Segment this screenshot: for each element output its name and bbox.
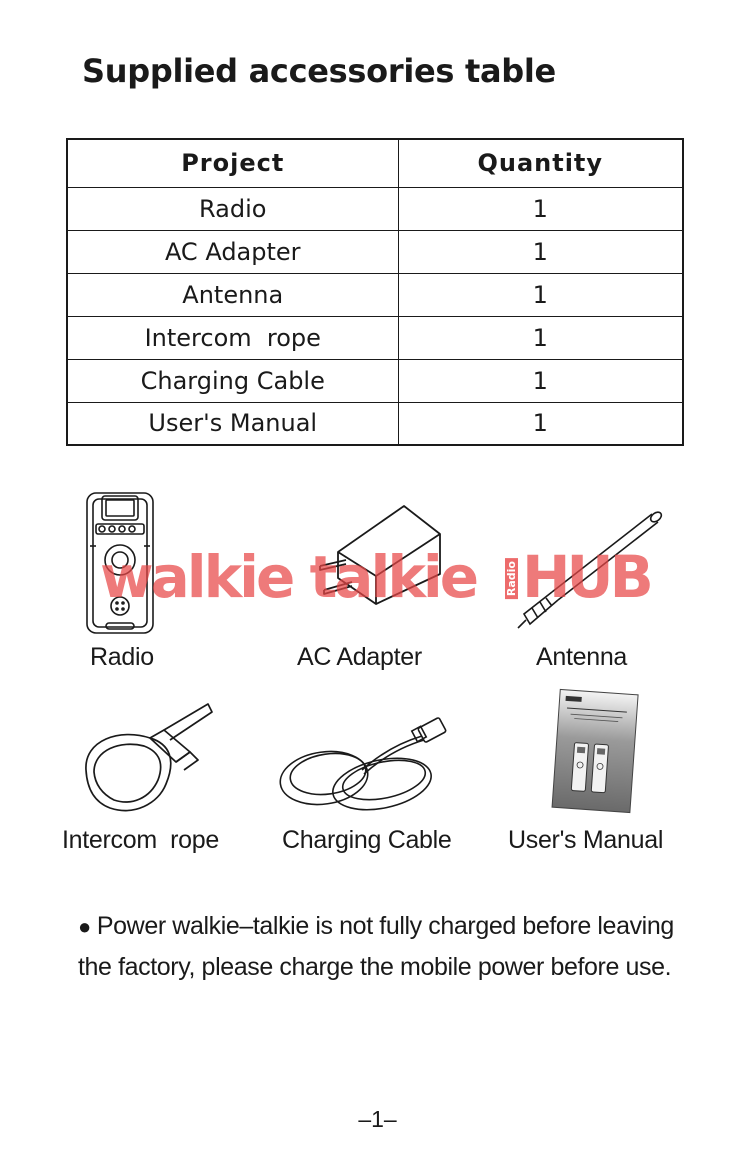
caption-intercom-rope: Intercom rope bbox=[62, 826, 219, 854]
item-quantity: 1 bbox=[398, 273, 683, 316]
item-name: Radio bbox=[67, 187, 398, 230]
item-name: Intercom rope bbox=[67, 316, 398, 359]
bullet-icon: ● bbox=[78, 914, 91, 939]
item-name: User's Manual bbox=[67, 402, 398, 445]
item-quantity: 1 bbox=[398, 230, 683, 273]
users-manual-illustration bbox=[550, 688, 640, 816]
item-quantity: 1 bbox=[398, 402, 683, 445]
table-row bbox=[67, 402, 683, 445]
caption-charging-cable: Charging Cable bbox=[282, 826, 452, 854]
page-number: –1– bbox=[358, 1106, 397, 1132]
caption-radio: Radio bbox=[90, 643, 154, 671]
table-header-row bbox=[67, 139, 683, 187]
charging-cable-illustration bbox=[272, 712, 450, 816]
note-text: Power walkie–talkie is not fully charged before leaving the factory, please charge the mobile power before use. bbox=[78, 912, 674, 981]
watermark-tag: Radio bbox=[505, 558, 518, 599]
table-row bbox=[67, 359, 683, 402]
item-name: Charging Cable bbox=[67, 359, 398, 402]
watermark-hub: HUB bbox=[522, 543, 650, 611]
column-header-project: Project bbox=[67, 139, 398, 187]
item-quantity: 1 bbox=[398, 359, 683, 402]
table-row bbox=[67, 187, 683, 230]
intercom-rope-illustration bbox=[80, 700, 218, 818]
column-header-quantity: Quantity bbox=[398, 139, 683, 187]
item-quantity: 1 bbox=[398, 316, 683, 359]
item-name: Antenna bbox=[67, 273, 398, 316]
caption-antenna: Antenna bbox=[536, 643, 628, 671]
caption-users-manual: User's Manual bbox=[508, 826, 664, 854]
item-name: AC Adapter bbox=[67, 230, 398, 273]
accessories-table bbox=[66, 138, 684, 446]
caption-ac-adapter: AC Adapter bbox=[297, 643, 422, 671]
page-title: Supplied accessories table bbox=[82, 52, 556, 90]
charging-note bbox=[78, 906, 688, 988]
item-quantity: 1 bbox=[398, 187, 683, 230]
watermark-text: walkie talkie bbox=[100, 543, 477, 611]
table-row bbox=[67, 316, 683, 359]
table-row bbox=[67, 273, 683, 316]
table-row bbox=[67, 230, 683, 273]
